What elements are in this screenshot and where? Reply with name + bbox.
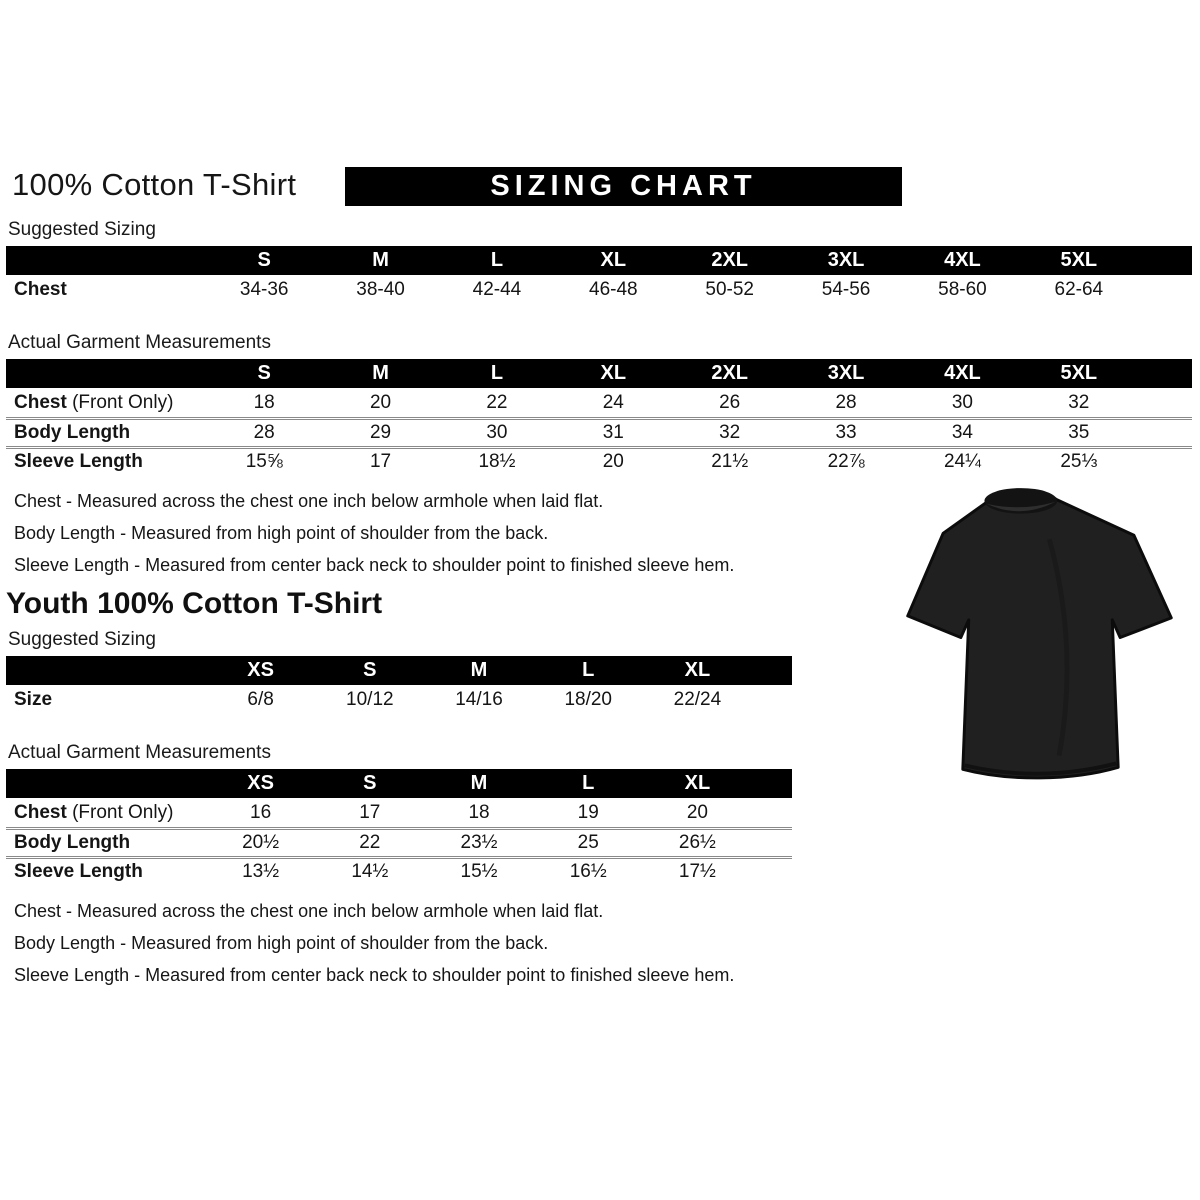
youth-suggested-sizing-table xyxy=(6,656,792,714)
row-label: Body Length xyxy=(14,832,131,853)
cell-value: 38-40 xyxy=(356,278,405,300)
size-col-header: 3XL xyxy=(827,362,865,384)
cell-value: 34 xyxy=(951,422,973,443)
note-body-length: Body Length - Measured from high point of shoulder from the back. xyxy=(14,523,549,543)
cell-value: 20 xyxy=(602,451,624,472)
cell-value: 18/20 xyxy=(564,688,612,710)
size-col-header: XL xyxy=(600,249,627,271)
cell-value: 18 xyxy=(468,801,490,823)
cell-value: 28 xyxy=(835,391,857,413)
size-col-header: 5XL xyxy=(1060,362,1098,384)
adult-suggested-sizing-table xyxy=(6,246,1192,304)
size-col-header: 4XL xyxy=(944,362,981,384)
size-col-header: L xyxy=(582,772,595,794)
row-label: Sleeve Length xyxy=(14,861,143,882)
cell-value: 26½ xyxy=(678,832,716,853)
table-row-chest-front-only: Chest (Front Only) 16 17 18 19 20 xyxy=(6,798,792,827)
note-sleeve-length: Sleeve Length - Measured from center back neck to shoulder point to finished sleeve hem. xyxy=(14,965,735,985)
size-col-header: M xyxy=(470,659,488,681)
youth-actual-measurements-label: Actual Garment Measurements xyxy=(8,742,271,763)
cell-value: 31 xyxy=(602,422,624,443)
size-col-header: L xyxy=(490,362,504,384)
row-label: Chest xyxy=(14,278,67,300)
cell-value: 54-56 xyxy=(821,278,871,300)
size-col-header: 5XL xyxy=(1060,249,1098,271)
row-label: Body Length xyxy=(14,422,131,443)
tshirt-graphic xyxy=(892,470,1187,810)
cell-value: 62-64 xyxy=(1054,278,1104,300)
cell-value: 20 xyxy=(686,801,708,823)
cell-value: 24¼ xyxy=(943,451,981,472)
row-label: Sleeve Length xyxy=(14,451,143,472)
table-row-chest xyxy=(6,275,1192,304)
adult-actual-header-row xyxy=(6,359,1192,388)
note-chest: Chest - Measured across the chest one inch below armhole when laid flat. xyxy=(14,491,604,511)
cell-value: 26 xyxy=(719,391,741,413)
size-col-header: M xyxy=(372,249,389,271)
cell-value: 24 xyxy=(602,391,624,413)
cell-value: 34-36 xyxy=(239,278,289,300)
size-col-header: 4XL xyxy=(944,249,981,271)
note-chest: Chest - Measured across the chest one inch below armhole when laid flat. xyxy=(14,901,604,921)
size-col-header: XS xyxy=(247,772,274,794)
youth-section-title: Youth 100% Cotton T-Shirt xyxy=(6,587,383,620)
cell-value: 14½ xyxy=(351,861,389,882)
size-col-header: M xyxy=(470,772,488,794)
size-col-header: S xyxy=(363,772,377,794)
cell-value: 29 xyxy=(369,422,392,443)
cell-value: 16½ xyxy=(569,861,607,882)
cell-value: 30 xyxy=(486,422,508,443)
adult-suggested-header-row xyxy=(6,246,1192,275)
cell-value: 42-44 xyxy=(472,278,522,300)
table-row-body-length xyxy=(6,827,792,856)
size-col-header: M xyxy=(372,362,389,384)
cell-value: 17 xyxy=(369,451,392,472)
cell-value: 33 xyxy=(835,422,857,443)
row-label: Size xyxy=(14,688,53,710)
size-col-header: XL xyxy=(600,362,627,384)
cell-value: 58-60 xyxy=(938,278,987,300)
youth-suggested-header-row xyxy=(6,656,792,685)
cell-value: 30 xyxy=(951,391,973,413)
cell-value: 15⅝ xyxy=(245,451,283,472)
table-row-sleeve-length xyxy=(6,856,792,885)
cell-value: 14/16 xyxy=(455,688,503,710)
size-col-header: XS xyxy=(247,659,274,681)
cell-value: 15½ xyxy=(460,861,498,882)
sizing-chart-banner xyxy=(345,167,902,206)
size-col-header: 3XL xyxy=(827,249,865,271)
cell-value: 32 xyxy=(719,422,741,443)
row-label: Chest xyxy=(14,801,67,823)
table-row-chest-front-only: Chest (Front Only) 18 20 22 24 26 28 30 32 xyxy=(6,388,1192,417)
cell-value: 32 xyxy=(1068,391,1090,413)
page-title: 100% Cotton T-Shirt xyxy=(12,167,297,202)
size-col-header: S xyxy=(257,362,271,384)
cell-value: 13½ xyxy=(242,861,280,882)
cell-value: 28 xyxy=(253,422,275,443)
cell-value: 17 xyxy=(359,801,381,823)
size-col-header: S xyxy=(257,249,271,271)
size-col-header: L xyxy=(582,659,595,681)
youth-suggested-sizing-label: Suggested Sizing xyxy=(8,629,156,650)
cell-value: 35 xyxy=(1068,422,1090,443)
cell-value: 46-48 xyxy=(589,278,638,300)
cell-value: 25⅓ xyxy=(1060,451,1098,472)
cell-value: 6/8 xyxy=(247,688,274,710)
table-row-size xyxy=(6,685,792,714)
cell-value: 22⅞ xyxy=(827,451,865,472)
cell-value: 25 xyxy=(577,832,599,853)
cell-value: 18 xyxy=(253,391,275,413)
cell-value: 10/12 xyxy=(346,688,394,710)
tshirt-body xyxy=(908,492,1172,778)
youth-actual-measurements-table xyxy=(6,769,792,885)
cell-value: 22 xyxy=(486,391,508,413)
adult-actual-measurements-table xyxy=(6,359,1192,475)
youth-measurement-notes xyxy=(14,901,1200,986)
size-col-header: S xyxy=(363,659,377,681)
cell-value: 21½ xyxy=(711,451,749,472)
youth-actual-header-row xyxy=(6,769,792,798)
size-col-header: 2XL xyxy=(711,362,749,384)
cell-value: 50-52 xyxy=(705,278,754,300)
cell-value: 19 xyxy=(577,801,599,823)
note-body-length: Body Length - Measured from high point of shoulder from the back. xyxy=(14,933,549,953)
sizing-chart-banner-text: SIZING CHART xyxy=(490,170,757,202)
size-col-header: XL xyxy=(684,772,711,794)
cell-value: 18½ xyxy=(478,451,516,472)
table-row-body-length xyxy=(6,417,1192,446)
page-header xyxy=(0,163,1200,211)
black-tshirt-image xyxy=(892,470,1187,810)
cell-value: 16 xyxy=(250,801,272,823)
size-col-header: 2XL xyxy=(711,249,749,271)
cell-value: 22/24 xyxy=(673,688,722,710)
cell-value: 20 xyxy=(369,391,392,413)
adult-suggested-sizing-label: Suggested Sizing xyxy=(8,219,156,240)
note-sleeve-length: Sleeve Length - Measured from center back neck to shoulder point to finished sleeve hem. xyxy=(14,555,735,575)
size-col-header: XL xyxy=(684,659,711,681)
row-label: Chest xyxy=(14,391,67,413)
cell-value: 22 xyxy=(359,832,381,853)
cell-value: 20½ xyxy=(242,832,280,853)
adult-actual-measurements-label: Actual Garment Measurements xyxy=(8,332,271,353)
size-col-header: L xyxy=(490,249,504,271)
cell-value: 17½ xyxy=(678,861,716,882)
cell-value: 23½ xyxy=(460,832,498,853)
